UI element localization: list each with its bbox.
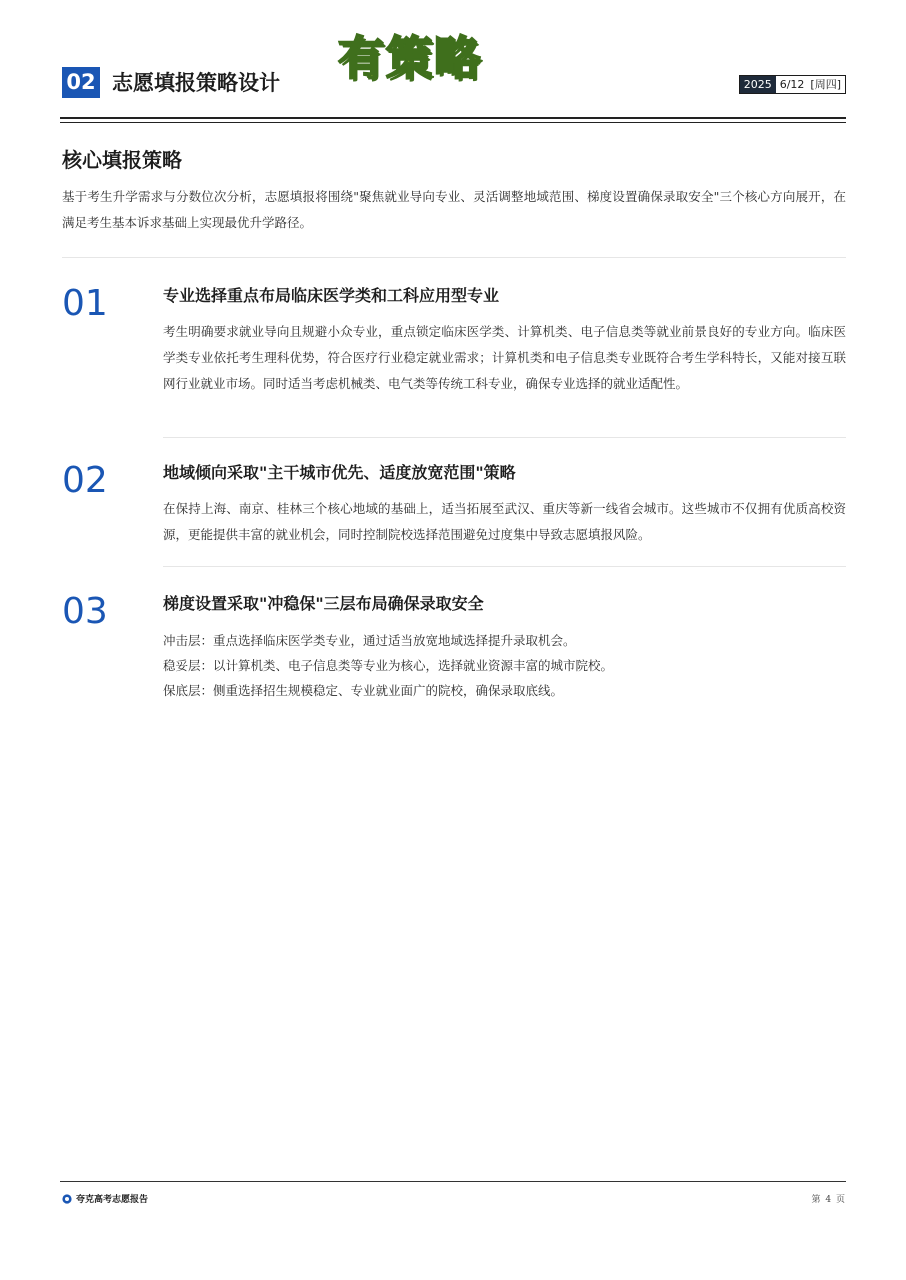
strategy-body: 在保持上海、南京、桂林三个核心地域的基础上，适当拓展至武汉、重庆等新一线省会城市。这些城市不仅拥有优质高校资源，更能提供丰富的就业机会，同时控制院校选择范围避免过度集中导致志愿填报风险。 [163, 501, 846, 542]
strategy-divider-2 [163, 566, 846, 567]
strategy-number: 02 [62, 460, 108, 501]
strategy-title: 梯度设置采取"冲稳保"三层布局确保录取安全 [163, 594, 484, 613]
header-rule-thick [60, 117, 846, 119]
strategy-item-02 [62, 461, 846, 551]
strategy-number: 03 [62, 591, 108, 632]
date-monthday: 6/12 [779, 78, 805, 91]
strategy-body: 考生明确要求就业导向且规避小众专业，重点锁定临床医学类、计算机类、电子信息类等就业前景良好的专业方向。临床医学类专业依托考生理科优势，符合医疗行业稳定就业需求；计算机类和电子信息类专业既符合考生学科特长，又能对接互联网行业就业市场。同时适当考虑机械类、电气类等传统工科专业，确保专业选择的就业适配性。 [163, 324, 846, 391]
section-number-badge: 02 [62, 67, 100, 98]
tier-rush: 冲击层：重点选择临床医学类专业，通过适当放宽地域选择提升录取机会。 [163, 633, 576, 648]
date-year: 2025 [740, 76, 776, 93]
section-title: 志愿填报策略设计 [112, 70, 280, 95]
date-weekday: [周四] [810, 78, 841, 91]
core-strategy-heading: 核心填报策略 [62, 148, 182, 172]
strategy-tier-list [163, 628, 846, 703]
strategy-title: 专业选择重点布局临床医学类和工科应用型专业 [163, 286, 500, 305]
quark-logo-icon [62, 1194, 72, 1204]
footer-brand [62, 1192, 148, 1205]
date-box [739, 75, 846, 94]
header-rule-thin [60, 122, 846, 123]
tier-steady: 稳妥层：以计算机类、电子信息类等专业为核心，选择就业资源丰富的城市院校。 [163, 658, 614, 673]
strategy-item-01 [62, 284, 846, 424]
strategy-number: 01 [62, 283, 108, 324]
strategy-stamp: 有策略 [338, 31, 482, 85]
footer-rule [60, 1181, 846, 1182]
strategy-title: 地域倾向采取"主干城市优先、适度放宽范围"策略 [163, 463, 516, 482]
footer-brand-label: 夸克高考志愿报告 [76, 1195, 149, 1205]
strategy-divider-1 [163, 437, 846, 438]
tier-safe: 保底层：侧重选择招生规模稳定、专业就业面广的院校，确保录取底线。 [163, 683, 564, 698]
strategy-item-03 [62, 592, 846, 702]
core-strategy-intro: 基于考生升学需求与分数位次分析，志愿填报将围绕"聚焦就业导向专业、灵活调整地域范围、梯度设置确保录取安全"三个核心方向展开，在满足考生基本诉求基础上实现最优升学路径。 [62, 189, 846, 230]
intro-divider [62, 257, 846, 258]
page-number: 第 4 页 [811, 1195, 846, 1205]
